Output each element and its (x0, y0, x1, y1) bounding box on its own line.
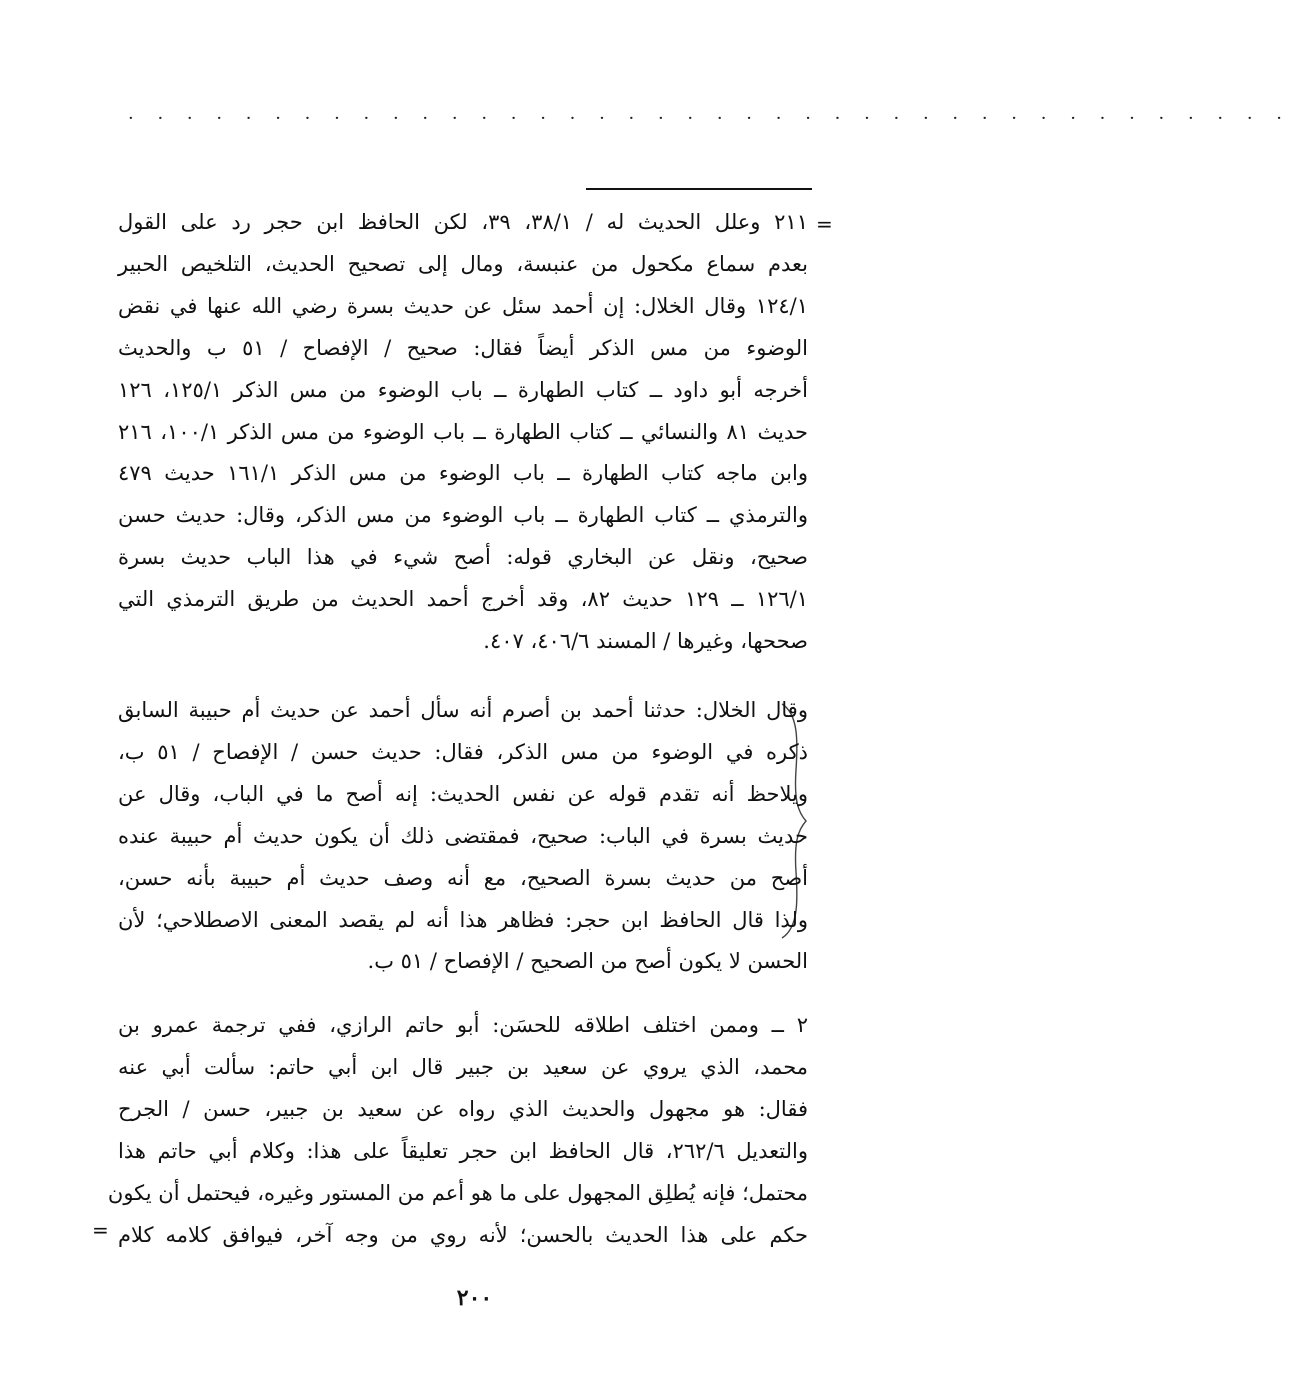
text-line: حديث بسرة في الباب: صحيح، فمقتضى ذلك أن يكون حديث أم حبيبة عنده (118, 823, 808, 848)
text-line: أخرجه أبو داود ــ كتاب الطهارة ــ باب الوضوء من مس الذكر ١٢٥/١، ١٢٦ (118, 377, 809, 402)
text-line: حكم على هذا الحديث بالحسن؛ لأنه روي من وجه آخر، فيوافق كلامه كلام (118, 1222, 808, 1247)
continuation-mark-top: = (816, 212, 833, 236)
text-line: وابن ماجه كتاب الطهارة ــ باب الوضوء من مس الذكر ١٦١/١ حديث ٤٧٩ (118, 461, 808, 486)
text-line: ذكره في الوضوء من مس الذكر، فقال: حديث حسن / الإفصاح / ٥١ ب، (118, 739, 808, 764)
text-line: والترمذي ــ كتاب الطهارة ــ باب الوضوء من مس الذكر، وقال: حديث حسن (118, 503, 808, 528)
text-line: وقال الخلال: حدثنا أحمد بن أصرم أنه سأل أحمد عن حديث أم حبيبة السابق (118, 698, 808, 722)
text-line: أصح من حديث بسرة الصحيح، مع أنه وصف حديث أم حبيبة بأنه حسن، (118, 865, 808, 890)
text-line: ١٢٦/١ ــ ١٢٩ حديث ٨٢، وقد أخرج أحمد الحديث من طريق الترمذي التي (118, 587, 809, 612)
text-line: بعدم سماع مكحول من عنبسة، ومال إلى تصحيح الحديث، التلخيص الحبير (118, 251, 808, 276)
text-line: ولذا قال الحافظ ابن حجر: فظاهر هذا أنه لم يقصد المعنى الاصطلاحي؛ لأن (118, 907, 808, 932)
text-line: والتعديل ٢٦٢/٦، قال الحافظ ابن حجر تعليقاً على هذا: وكلام أبي حاتم هذا (118, 1138, 808, 1163)
footnote-paragraph-3 (107, 1005, 808, 1256)
continuation-mark-bottom: = (92, 1218, 109, 1242)
text-line: محمد، الذي يروي عن سعيد بن جبير قال ابن أبي حاتم: سألت أبي عنه (118, 1054, 808, 1079)
text-line: فقال: هو مجهول والحديث الذي رواه عن سعيد بن جبير، حسن / الجرح (118, 1096, 808, 1121)
footnote-paragraph-2 (118, 690, 808, 983)
text-line: حديث ٨١ والنسائي ــ كتاب الطهارة ــ باب الوضوء من مس الذكر ١٠٠/١، ٢١٦ (118, 419, 808, 444)
text-line: محتمل؛ فإنه يُطلِق المجهول على ما هو أعم من المستور وغيره، فيحتمل أن يكون (107, 1180, 808, 1205)
text-line: صحيح، ونقل عن البخاري قوله: أصح شيء في هذا الباب حديث بسرة (118, 545, 808, 570)
page-number: ٢٠٠ (456, 1285, 493, 1311)
text-line: الحسن لا يكون أصح من الصحيح / الإفصاح / ٥١ ب. (367, 949, 808, 974)
text-line: ٢١١ وعلل الحديث له / ٣٨/١، ٣٩، لكن الحافظ ابن حجر رد على القول (118, 210, 808, 234)
text-line: ويلاحظ أنه تقدم قوله عن نفس الحديث: إنه أصح ما في الباب، وقال عن (118, 781, 808, 806)
footnote-rule (586, 188, 812, 190)
text-line: الوضوء من مس الذكر أيضاً فقال: صحيح / الإفصاح / ٥١ ب والحديث (118, 335, 808, 360)
text-line: صححها، وغيرها / المسند ٤٠٦/٦، ٤٠٧. (483, 629, 808, 654)
footnote-paragraph-1 (118, 202, 808, 663)
text-line: ١٢٤/١ وقال الخلال: إن أحمد سئل عن حديث بسرة رضي الله عنها في نقض (118, 293, 808, 318)
separator-dots: · · · · · · · · · · · · · · · · · · · · · · · · · · · · · · · · · · · · · · · · (128, 108, 1291, 129)
text-line: ٢ ــ وممن اختلف اطلاقه للحسَن: أبو حاتم الرازي، ففي ترجمة عمرو بن (118, 1013, 808, 1037)
